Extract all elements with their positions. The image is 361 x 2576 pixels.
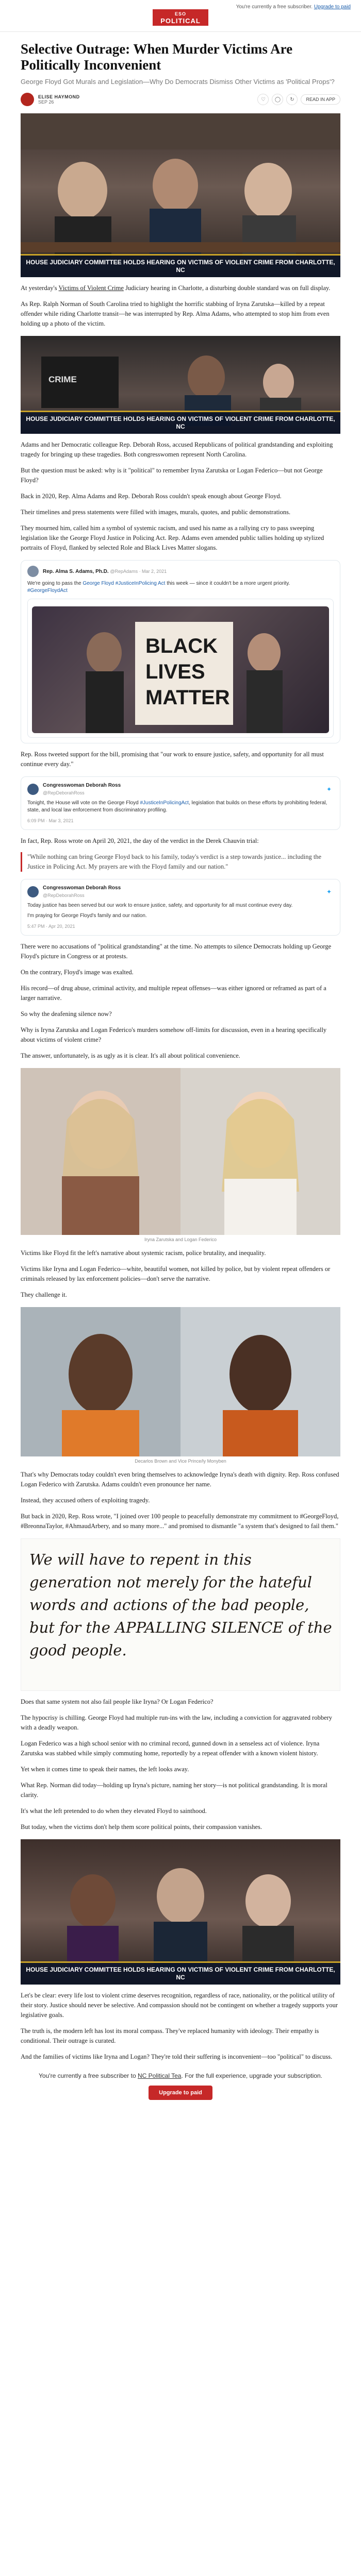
tweet-author: Congresswoman Deborah Ross	[43, 783, 121, 788]
paragraph: Adams and her Democratic colleague Rep. Deborah Ross, accused Republicans of political grandstanding and exploiting tragedy for bringing up these tragedies. Both congresswomen represent North Carolina.	[21, 441, 333, 458]
victims-photo	[21, 1068, 340, 1235]
logo-line-1: ESO	[174, 11, 186, 16]
paragraph: In fact, Rep. Ross wrote on April 20, 2021, the day of the verdict in the Derek Chauvin trial:	[21, 837, 259, 844]
tweet-handle: @RepDeborahRoss	[43, 790, 85, 795]
paragraph: What Rep. Norman did today—holding up Iryna's picture, naming her story—is not political grandstanding. It is moral clarity.	[21, 1782, 327, 1799]
paragraph-text: Judiciary hearing in Charlotte, a disturbing double standard was on full display.	[123, 284, 331, 292]
paragraph: Does that same system not also fail people like Iryna? Or Logan Federico?	[21, 1698, 214, 1705]
paragraph: But the question must be asked: why is it "political" to remember Iryna Zarutska or Logan Federico—but not George Floyd?	[21, 467, 323, 484]
svg-text:BLACK: BLACK	[145, 635, 218, 657]
article	[21, 41, 340, 2100]
article-title: Selective Outrage: When Murder Victims Are Politically Inconvenient	[21, 41, 293, 73]
tweet-hashtag[interactable]: #GeorgeFloydAct	[27, 588, 68, 594]
tweet-avatar	[27, 566, 39, 577]
photo-caption-band: HOUSE JUDICIARY COMMITTEE HOLDS HEARING ON VICTIMS OF VIOLENT CRIME FROM CHARLOTTE, NC	[21, 1961, 340, 1985]
blockquote: "While nothing can bring George Floyd back to his family, today's verdict is a step towards justice... including the Justice in Policing Act. My prayers are with the Floyd family and our nation."	[21, 852, 340, 872]
tweet-body	[27, 800, 334, 814]
tweet-photo	[32, 606, 329, 733]
paragraph: Victims like Iryna and Logan Federico—white, beautiful women, not killed by police, but by violent repeat offenders or criminals released by lax enforcement policies—don't serve the narrative.	[21, 1265, 331, 1282]
paragraph: Why is Iryna Zarutska and Logan Federico's murders somehow off-limits for discussion, even in a hearing specifically about victims of violent crime?	[21, 1026, 327, 1043]
subscribe-block	[21, 2072, 340, 2100]
tweet-avatar	[27, 784, 39, 795]
twitter-bird-icon: ✦	[326, 786, 332, 793]
paragraph: So why the deafening silence now?	[21, 1010, 112, 1018]
subscriber-banner	[236, 4, 351, 10]
publish-date: SEP 26	[38, 99, 54, 105]
paragraph: The hypocrisy is chilling. George Floyd had multiple run-ins with the law, including a conviction for aggravated robbery with a deadly weapon.	[21, 1714, 333, 1731]
tweet-body: Today justice has been served but our work to ensure justice, safety, and opportunity for all must continue every day.	[27, 903, 293, 908]
tweet-avatar	[27, 886, 39, 897]
embedded-tweet[interactable]	[21, 879, 340, 936]
paragraph-text: At yesterday's	[21, 284, 59, 292]
tweet-author: Congresswoman Deborah Ross	[43, 885, 121, 891]
embedded-tweet[interactable]	[21, 776, 340, 830]
paragraph: As Rep. Ralph Norman of South Carolina tried to highlight the horrific stabbing of Iryna Zarutska—killed by a repeat offender while riding Charlotte transit—he was interrupted by Rep. Alma Adams, who attempted to stop him from even holding up a photo of the victim.	[21, 300, 330, 327]
twitter-bird-icon: ✦	[326, 888, 332, 895]
paragraph: That's why Democrats today couldn't even bring themselves to acknowledge Iryna's death with dignity. Rep. Ross confused Logan Federico with Zarutska. Adams couldn't even pronounce her name.	[21, 1471, 339, 1488]
byline	[21, 93, 340, 106]
victims-hearing-link[interactable]: Victims of Violent Crime	[58, 284, 124, 292]
paragraph	[21, 283, 340, 293]
subscribe-text	[21, 2072, 340, 2079]
tweet-timestamp: 5:47 PM · Apr 20, 2021	[27, 924, 75, 929]
tweet-photo-art	[32, 606, 329, 733]
hearing-photo-1-art	[21, 113, 340, 277]
logo-line-2: POLITICAL	[160, 17, 201, 25]
photo-caption-band: HOUSE JUDICIARY COMMITTEE HOLDS HEARING ON VICTIMS OF VIOLENT CRIME FROM CHARLOTTE, NC	[21, 254, 340, 277]
publication-logo[interactable]	[153, 9, 208, 26]
subscribe-text-part: You're currently a free subscriber to	[39, 2072, 138, 2079]
svg-text:CRIME: CRIME	[48, 375, 77, 384]
svg-text:LIVES: LIVES	[145, 660, 205, 683]
tweet-text: We're going to pass the	[27, 581, 83, 586]
paragraph: Instead, they accused others of exploiting tragedy.	[21, 1497, 150, 1504]
tweet-text: , legislation that builds on these efforts by prohibiting federal, state, and local law enforcement from discriminatory profiling.	[27, 800, 327, 813]
mugshots-photo	[21, 1307, 340, 1456]
tweet-text: this week — since it couldn't be a more urgent priority.	[165, 581, 290, 586]
tweet-timestamp: 6:09 PM · Mar 3, 2021	[27, 818, 74, 823]
paragraph: On the contrary, Floyd's image was exalted.	[21, 969, 134, 976]
comment-icon[interactable]: ◯	[272, 94, 283, 105]
paragraph: They challenge it.	[21, 1291, 67, 1298]
embedded-tweet[interactable]	[21, 560, 340, 743]
paragraph: There were no accusations of "political grandstanding" at the time. No attempts to silence Democrats holding up George Floyd's picture in Congress or at protests.	[21, 943, 332, 960]
victims-photo-art	[21, 1068, 340, 1235]
paragraph: And the families of victims like Iryna and Logan? They're told their suffering is inconvenient—too "political" to discuss.	[21, 2053, 333, 2060]
paragraph: Let's be clear: every life lost to violent crime deserves recognition, regardless of race, nationality, or the political utility of their story. Justice should never be selective. And compassion should not be contingent on whether a tragedy supports your legislative goals.	[21, 1992, 338, 2019]
read-in-app-button[interactable]: READ IN APP	[301, 94, 340, 105]
paragraph: It's what the left pretended to do when they elevated Floyd to sainthood.	[21, 1807, 207, 1815]
author-name[interactable]: ELISE HAYMOND	[38, 94, 80, 99]
hearing-photo-2	[21, 336, 340, 434]
paragraph: Their timelines and press statements were filled with images, murals, quotes, and public demonstrations.	[21, 509, 291, 516]
paragraph: Back in 2020, Rep. Alma Adams and Rep. Deborah Ross couldn't speak enough about George Floyd.	[21, 493, 282, 500]
paragraph: Logan Federico was a high school senior with no criminal record, gunned down in a senseless act of violence. Iryna Zarutska was stabbed while simply commuting home, reportedly by a repeat offender with a known violent history.	[21, 1740, 320, 1757]
photo-caption: Decarlos Brown and Vice Prince/ly Monyben	[135, 1459, 226, 1464]
handwritten-quote-image	[21, 1538, 340, 1691]
article-subtitle: George Floyd Got Murals and Legislation—Why Do Democrats Dismiss Other Victims as 'Political Props'?	[21, 78, 335, 86]
paragraph: Yet when it comes time to speak their names, the left looks away.	[21, 1766, 189, 1773]
share-icon[interactable]: ↻	[286, 94, 298, 105]
tweet-handle: @RepDeborahRoss	[43, 893, 85, 898]
mugshots-photo-art	[21, 1307, 340, 1456]
svg-text:MATTER: MATTER	[145, 686, 230, 709]
author-avatar[interactable]	[21, 93, 34, 106]
paragraph: They mourned him, called him a symbol of systemic racism, and used his name as a rallying cry to pass sweeping legislation like the George Floyd Justice in Policing Act. Rep. Adams even amended public tallies holding up stylized portraits of Floyd, flanked by selected Role and Black Lives Matter slogans.	[21, 524, 324, 551]
upgrade-button[interactable]: Upgrade to paid	[149, 2086, 212, 2100]
publication-link[interactable]: NC Political Tea	[137, 2072, 182, 2079]
handwritten-quote: We will have to repent in this generation not merely for the hateful words and actions of the bad people, but for the APPALLING SILENCE of the good people.	[29, 1551, 332, 1659]
tweet-link[interactable]: #JusticeInPolicingAct	[140, 800, 189, 806]
top-bar	[0, 0, 361, 32]
hearing-photo-1	[21, 113, 340, 277]
tweet-body	[27, 580, 334, 595]
tweet-handle: @RepAdams · Mar 2, 2021	[110, 568, 167, 574]
tweet-author: Rep. Alma S. Adams, Ph.D.	[43, 568, 109, 574]
hearing-photo-3	[21, 1839, 340, 1985]
paragraph: But today, when the victims don't help them score political points, their compassion vanishes.	[21, 1823, 262, 1831]
tweet-media	[27, 599, 334, 738]
upgrade-link[interactable]: Upgrade to paid	[314, 4, 351, 10]
tweet-body: I'm praying for George Floyd's family and our nation.	[27, 913, 147, 919]
banner-text: You're currently a free subscriber.	[236, 4, 313, 10]
tweet-link[interactable]: George Floyd #JusticeInPolicing Act	[83, 581, 166, 586]
tweet-text: Tonight, the House will vote on the George Floyd	[27, 800, 140, 806]
subscribe-text-part: . For the full experience, upgrade your subscription.	[181, 2072, 322, 2079]
photo-caption: Iryna Zarutska and Logan Federico	[144, 1237, 217, 1242]
paragraph: The truth is, the modern left has lost its moral compass. They've replaced humanity with ideology. Their empathy is conditional. Their outrage is curated.	[21, 2027, 319, 2044]
like-icon[interactable]: ♡	[257, 94, 269, 105]
paragraph: Rep. Ross tweeted support for the bill, promising that "our work to ensure justice, safety, and opportunity for all must continue every day."	[21, 751, 324, 768]
paragraph: The answer, unfortunately, is as ugly as it is clear. It's all about political convenience.	[21, 1052, 240, 1059]
photo-caption-band: HOUSE JUDICIARY COMMITTEE HOLDS HEARING ON VICTIMS OF VIOLENT CRIME FROM CHARLOTTE, NC	[21, 411, 340, 434]
paragraph: But back in 2020, Rep. Ross wrote, "I joined over 100 people to peacefully demonstrate my commitment to #GeorgeFloyd, #BreonnaTaylor, #AhmaudArbery, and so many more..." and promised to dismantle "a system that's designed to fail them."	[21, 1513, 339, 1530]
paragraph: His record—of drug abuse, criminal activity, and multiple repeat offenses—was either ignored or reframed as part of a larger narrative.	[21, 985, 326, 1002]
paragraph: Victims like Floyd fit the left's narrative about systemic racism, police brutality, and inequality.	[21, 1249, 266, 1257]
